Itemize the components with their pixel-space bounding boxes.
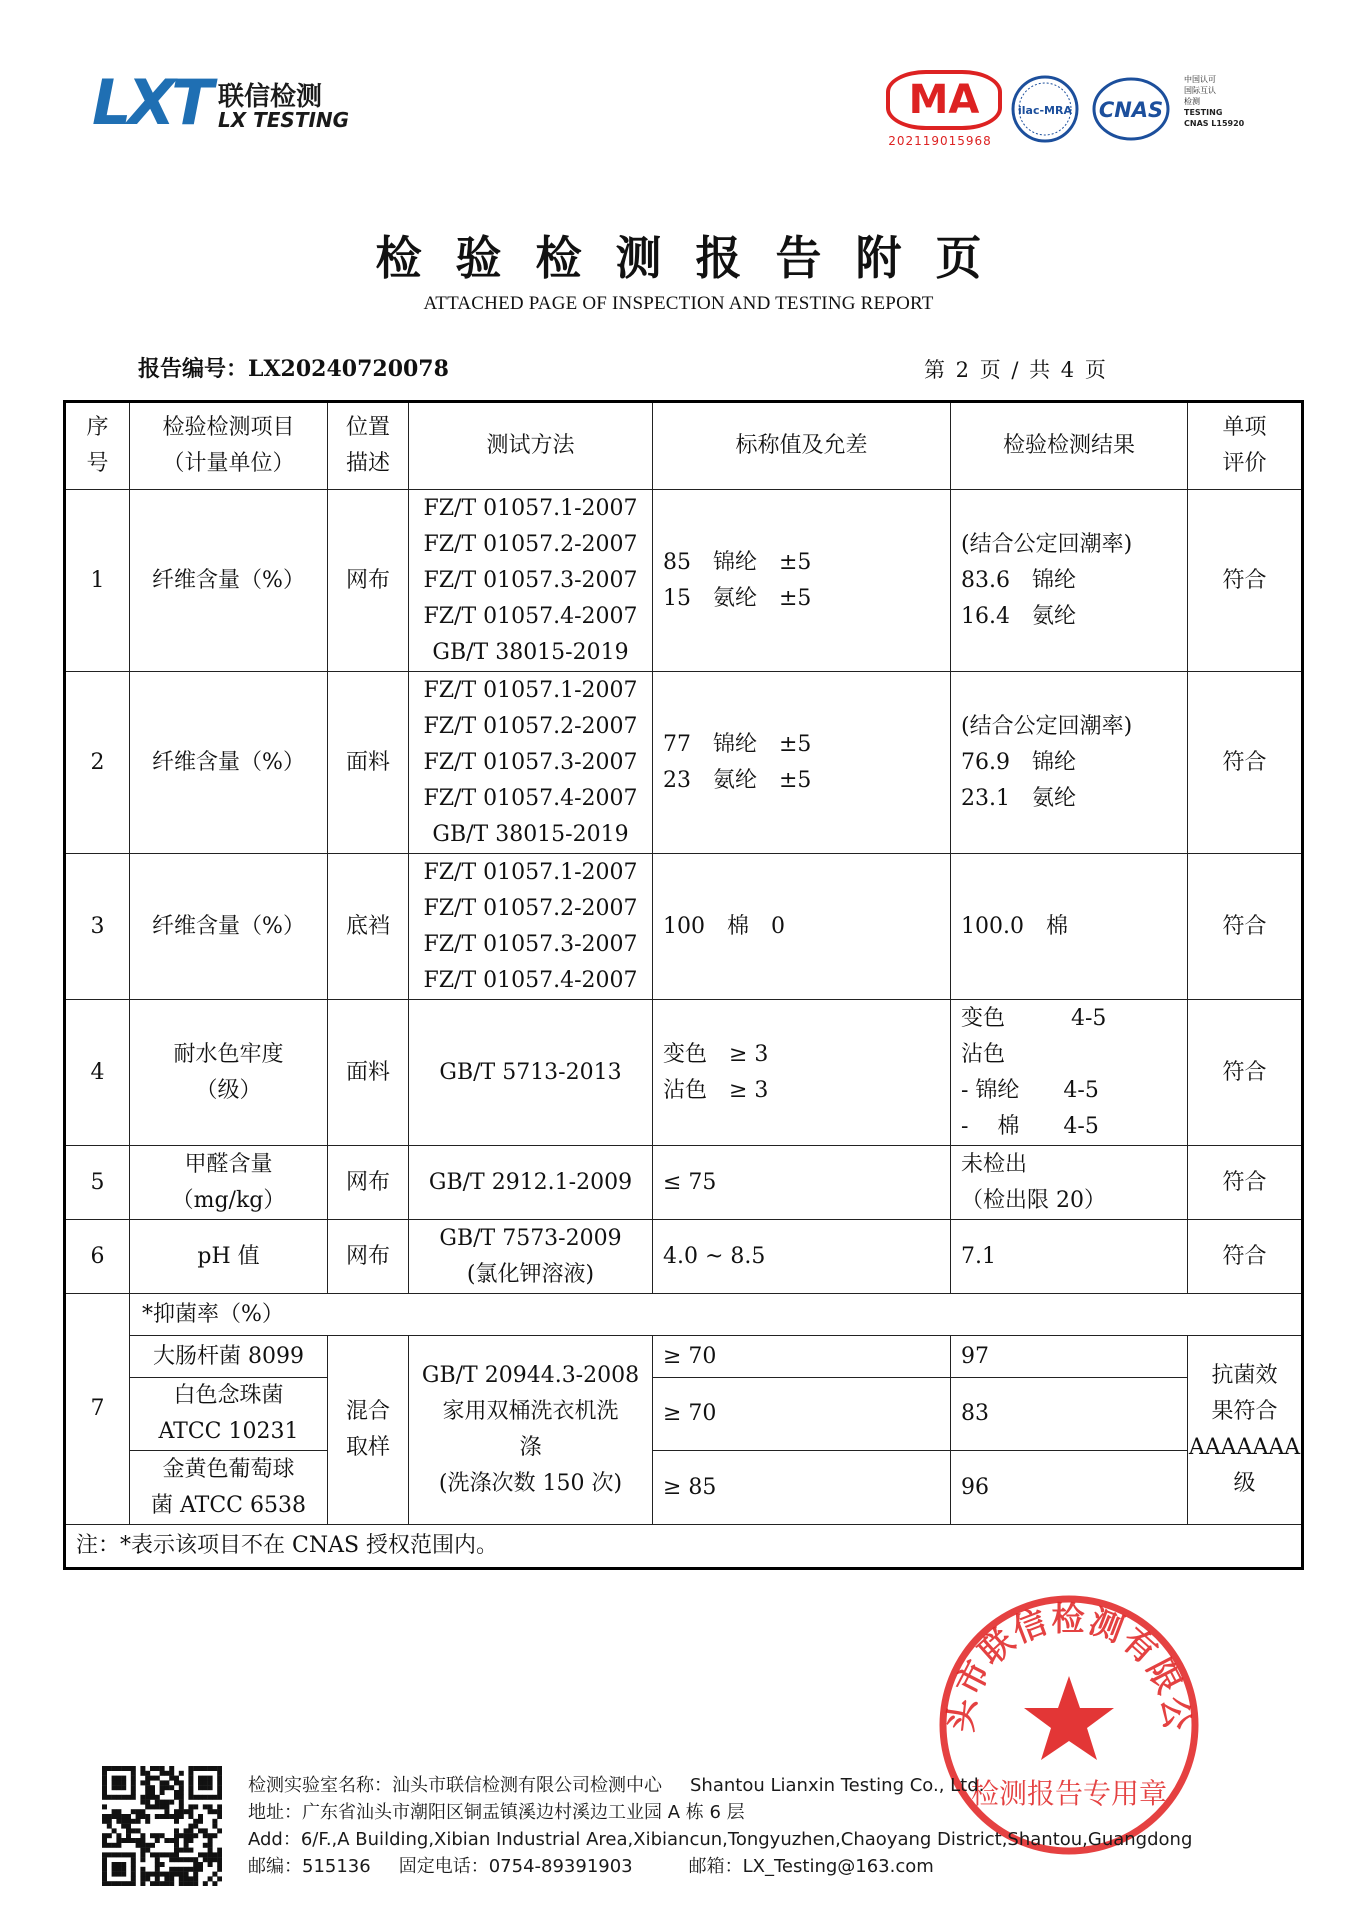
row-item: 纤维含量（%） <box>130 490 328 672</box>
page-indicator: 第 2 页 / 共 4 页 <box>924 358 1108 382</box>
row-evaluation: 符合 <box>1188 1220 1303 1294</box>
sub-result: 96 <box>951 1451 1188 1525</box>
row-position: 混合 取样 <box>328 1336 409 1525</box>
row-nominal: 85 锦纶 ±5 15 氨纶 ±5 <box>653 490 951 672</box>
row-method: GB/T 5713-2013 <box>409 1000 653 1146</box>
row-seq: 4 <box>65 1000 130 1146</box>
company-logo <box>92 66 362 142</box>
row-item: 甲醛含量 （mg/kg） <box>130 1146 328 1220</box>
table-row <box>65 1294 1303 1336</box>
row-nominal: 100 棉 0 <box>653 854 951 1000</box>
cnas-line: TESTING <box>1184 108 1223 117</box>
table-row <box>65 854 1303 1000</box>
qr-code <box>102 1766 222 1886</box>
table-note-row <box>65 1525 1303 1569</box>
table-body-antibacterial <box>65 1294 1303 1569</box>
table-row <box>65 672 1303 854</box>
seal-bottom-text: 检测报告专用章 <box>970 1777 1168 1810</box>
row-result: 未检出 （检出限 20） <box>951 1146 1188 1220</box>
header-method: 测试方法 <box>409 402 653 490</box>
table-row <box>65 1000 1303 1146</box>
row-seq: 1 <box>65 490 130 672</box>
cma-mark <box>882 70 998 150</box>
email: 邮箱：LX_Testing@163.com <box>688 1856 934 1877</box>
header-seq: 序 号 <box>65 402 130 490</box>
sub-nominal: ≥ 85 <box>653 1451 951 1525</box>
row-evaluation: 符合 <box>1188 490 1303 672</box>
table-header-row <box>65 402 1303 490</box>
antibacterial-title: *抑菌率（%） <box>130 1294 1303 1336</box>
sub-result: 97 <box>951 1336 1188 1378</box>
results-table <box>63 400 1304 1570</box>
row-item: 纤维含量（%） <box>130 854 328 1000</box>
seal-ring-text: 头市联信检测有限公 <box>940 1599 1198 1734</box>
seal-star-icon <box>1024 1676 1114 1760</box>
row-evaluation: 符合 <box>1188 854 1303 1000</box>
report-number: 报告编号：LX20240720078 <box>138 356 449 382</box>
row-nominal: 77 锦纶 ±5 23 氨纶 ±5 <box>653 672 951 854</box>
page-subtitle: ATTACHED PAGE OF INSPECTION AND TESTING REPORT <box>423 293 934 314</box>
row-evaluation: 抗菌效 果符合 AAAAAAA 级 <box>1188 1336 1303 1525</box>
cnas-line: 中国认可 <box>1184 75 1216 84</box>
ilac-mra-logo <box>1010 74 1080 144</box>
row-nominal: 4.0 ~ 8.5 <box>653 1220 951 1294</box>
row-item: 耐水色牢度 （级） <box>130 1000 328 1146</box>
ilac-text: ilac-MRA <box>1018 104 1072 117</box>
row-seq: 6 <box>65 1220 130 1294</box>
row-method: FZ/T 01057.1-2007 FZ/T 01057.2-2007 FZ/T 01057.3-2007 FZ/T 01057.4-2007 GB/T 38015-2019 <box>409 490 653 672</box>
logo-english-name: LX TESTING <box>218 108 350 132</box>
table-row <box>65 1146 1303 1220</box>
row-method: GB/T 7573-2009 (氯化钾溶液) <box>409 1220 653 1294</box>
table-row <box>65 490 1303 672</box>
cnas-logo <box>1092 76 1170 142</box>
header-result: 检验检测结果 <box>951 402 1188 490</box>
logo-chinese-name: 联信检测 <box>218 82 323 112</box>
row-nominal: 变色 ≥ 3 沾色 ≥ 3 <box>653 1000 951 1146</box>
row-result: (结合公定回潮率) 83.6 锦纶 16.4 氨纶 <box>951 490 1188 672</box>
table-note: 注：*表示该项目不在 CNAS 授权范围内。 <box>65 1525 1303 1569</box>
header-nominal: 标称值及允差 <box>653 402 951 490</box>
cnas-text: CNAS <box>1098 98 1164 122</box>
lab-name-en: Shantou Lianxin Testing Co., Ltd. <box>690 1775 985 1796</box>
address-cn: 地址：广东省汕头市潮阳区铜盂镇溪边村溪边工业园 A 栋 6 层 <box>248 1802 745 1823</box>
cnas-line: 国际互认 <box>1184 86 1216 95</box>
row-item: pH 值 <box>130 1220 328 1294</box>
row-method: FZ/T 01057.1-2007 FZ/T 01057.2-2007 FZ/T 01057.3-2007 FZ/T 01057.4-2007 GB/T 38015-2019 <box>409 672 653 854</box>
phone: 固定电话：0754-89391903 <box>398 1856 633 1877</box>
row-seq: 7 <box>65 1294 130 1525</box>
header-item: 检验检测项目 （计量单位） <box>130 402 328 490</box>
row-result: 7.1 <box>951 1220 1188 1294</box>
lab-name: 检测实验室名称：汕头市联信检测有限公司检测中心 <box>248 1775 662 1796</box>
row-seq: 2 <box>65 672 130 854</box>
cnas-accreditation-text <box>1184 74 1254 129</box>
row-result: 100.0 棉 <box>951 854 1188 1000</box>
sub-result: 83 <box>951 1378 1188 1451</box>
row-position: 面料 <box>328 672 409 854</box>
row-position: 网布 <box>328 490 409 672</box>
sub-item-name: 金黄色葡萄球 菌 ATCC 6538 <box>130 1451 328 1525</box>
cnas-line: CNAS L15920 <box>1184 119 1245 128</box>
cma-logo: MA <box>886 70 1002 130</box>
row-method: GB/T 2912.1-2009 <box>409 1146 653 1220</box>
footer-contact-line <box>248 1853 1192 1880</box>
sub-item-name: 白色念珠菌 ATCC 10231 <box>130 1378 328 1451</box>
table-row <box>65 1220 1303 1294</box>
header-position: 位置 描述 <box>328 402 409 490</box>
row-method: FZ/T 01057.1-2007 FZ/T 01057.2-2007 FZ/T 01057.3-2007 FZ/T 01057.4-2007 <box>409 854 653 1000</box>
row-position: 底裆 <box>328 854 409 1000</box>
row-evaluation: 符合 <box>1188 1000 1303 1146</box>
row-evaluation: 符合 <box>1188 672 1303 854</box>
header-evaluation: 单项 评价 <box>1188 402 1303 490</box>
row-method: GB/T 20944.3-2008 家用双桶洗衣机洗 涤 (洗涤次数 150 次) <box>409 1336 653 1525</box>
row-result: 变色 4-5 沾色 - 锦纶 4-5 - 棉 4-5 <box>951 1000 1188 1146</box>
row-position: 网布 <box>328 1220 409 1294</box>
sub-item-name: 大肠杆菌 8099 <box>130 1336 328 1378</box>
table-row <box>65 1378 1303 1451</box>
results-table-wrap <box>63 400 1301 1570</box>
row-seq: 3 <box>65 854 130 1000</box>
footer <box>248 1772 1192 1880</box>
page-title: 检验检测报告附页 <box>375 231 1016 285</box>
postcode: 邮编：515136 <box>248 1856 371 1877</box>
row-seq: 5 <box>65 1146 130 1220</box>
sub-nominal: ≥ 70 <box>653 1378 951 1451</box>
cnas-line: 检测 <box>1184 97 1200 106</box>
footer-lab-line <box>248 1772 1192 1799</box>
row-item: 纤维含量（%） <box>130 672 328 854</box>
row-nominal: ≤ 75 <box>653 1146 951 1220</box>
sub-nominal: ≥ 70 <box>653 1336 951 1378</box>
table-row <box>65 1451 1303 1525</box>
row-position: 网布 <box>328 1146 409 1220</box>
table-body <box>65 490 1303 1294</box>
row-result: (结合公定回潮率) 76.9 锦纶 23.1 氨纶 <box>951 672 1188 854</box>
row-evaluation: 符合 <box>1188 1146 1303 1220</box>
address-en: Add：6/F.,A Building,Xibian Industrial Area,Xibiancun,Tongyuzhen,Chaoyang District,Shantou,Guangdong <box>248 1829 1193 1850</box>
row-position: 面料 <box>328 1000 409 1146</box>
table-row <box>65 1336 1303 1378</box>
logo-mark: LXT <box>92 66 210 139</box>
cma-number: 202119015968 <box>888 134 992 148</box>
